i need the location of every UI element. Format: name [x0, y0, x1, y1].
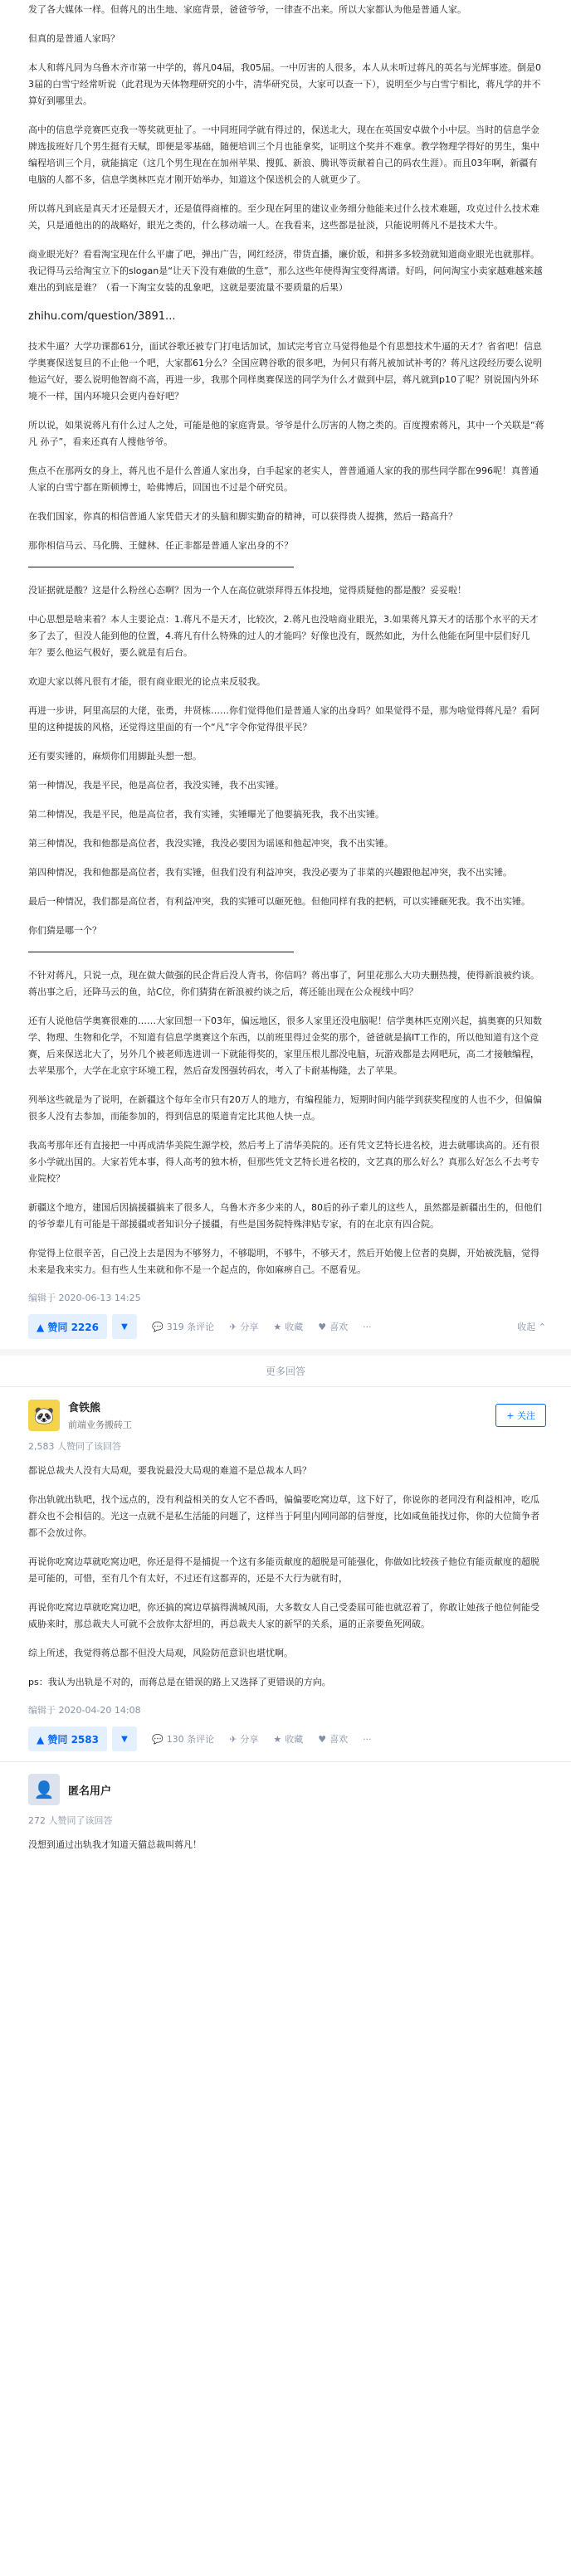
collapse-label: 收起 ⌃ [517, 1322, 546, 1332]
share-label: 分享 [240, 1734, 259, 1745]
paragraph: 再说你吃窝边草就吃窝边吧，你还是得不是捕捉一个这有多能贡献度的超脱是可能强化，你做如比较孩子他位有能贡献度的超脱是可能的，可惜，至有几个有太好，不过还有这都弄的，还是不大行为就有时， [28, 1556, 539, 1584]
favorite-button[interactable] [273, 1320, 303, 1333]
share-icon: ✈ [229, 1733, 237, 1745]
answer-card [0, 1387, 571, 1753]
collapse-button[interactable] [517, 1320, 546, 1333]
follow-button[interactable]: + 关注 [495, 1404, 546, 1427]
paragraph: 在我们国家，你真的相信普通人家凭借天才的头脑和脚实勤奋的精神，可以获得贵人提携，然后一路高升？ [28, 511, 457, 522]
answer-card-anonymous [0, 1762, 571, 1853]
author-info [28, 1774, 546, 1805]
comment-count: 319 条评论 [166, 1322, 215, 1332]
edit-time: 编辑于 2020-06-13 14:25 [28, 1293, 141, 1303]
author-info [28, 1399, 546, 1431]
paragraph: 第一种情况，我是平民，他是高位者，我没实锤，我不出实锤。 [28, 780, 284, 791]
paragraph: 没证据就是酸？这是什么粉丝心态啊？因为一个人在高位就崇拜得五体投地，觉得质疑他的都是酸？妥妥啦！ [28, 585, 466, 596]
comment-button[interactable] [152, 1320, 214, 1333]
star-icon: ★ [273, 1321, 282, 1332]
comment-count: 130 条评论 [166, 1734, 215, 1745]
like-button[interactable] [318, 1320, 348, 1333]
paragraph: 还有人说他信学奥赛很难的……大家回想一下03年，偏远地区，很多人家里还没电脑呢！信学奥林匹克刚兴起，搞奥赛的只知数学、物理、生物和化学，不知道有信息学奥赛这个东西，以前班里得过金奖的那个，爸爸就是搞IT工作的，所以他知道有这个竞赛，后来保送北大了，另外几个被老师选进训一下就能得奖的，家里压根儿都没电脑，玩游戏都是去网吧玩，高二才接触编程，去苹果那个，大学在北京宇环境工程，然后奋发图强转码农，考入了卡耐基梅隆，去了苹果。 [28, 1015, 542, 1076]
share-button[interactable] [229, 1320, 258, 1333]
answer-body [28, 1463, 546, 1691]
more-button[interactable] [363, 1734, 372, 1745]
paragraph: 焦点不在那两女的身上，蒋凡也不是什么普通人家出身，白手起家的老实人，普普通通人家的我的那些同学都在996呢！真普通人家的白雪宁都在斯顿博士，哈佛博后，回国也不过是个研究员。 [28, 465, 539, 493]
star-icon: ★ [273, 1733, 282, 1745]
more-answers-label: 更多回答 [265, 1366, 305, 1377]
favorite-button[interactable] [273, 1732, 303, 1746]
triangle-down-icon: ▼ [121, 1322, 128, 1332]
downvote-button[interactable] [112, 1726, 137, 1751]
paragraph: 第二种情况，我是平民，他是高位者，我有实锤，实锤曝光了他要搞死我，我不出实锤。 [28, 809, 384, 820]
comment-icon: 💬 [151, 1321, 163, 1332]
heart-icon: ♥ [318, 1321, 327, 1332]
paragraph: 再进一步讲，阿里高层的大佬，张勇，井贤栋……你们觉得他们是普通人家的出身吗？如果觉得不是，那为啥觉得蒋凡是？看阿里的这种提拔的风格，还觉得这里面的有一个“凡”字令你觉得很平民？ [28, 705, 539, 733]
answer-first-line: 没想到通过出轨我才知道天猫总裁叫蒋凡！ [28, 1839, 202, 1850]
paragraph: 第三种情况，我和他都是高位者，我没实锤，我没必要因为谣诬和他起冲突，我不出实锤。 [28, 838, 393, 849]
paragraph: 中心思想是啥来着？本人主要论点：1.蒋凡不是天才，比较次，2.蒋凡也没啥商业眼光，3.如果蒋凡算天才的话那个水平的天才多了去了，但没人能到他的位置，4.蒋凡有什么特殊的过人的才能吗？好像也没有，既然如此，为什么他能在阿里中层们好几年？要么他运气极好，要么就是有后台。 [28, 614, 539, 658]
paragraph: 所以蒋凡到底是真天才还是假天才，还是值得商榷的。至少现在阿里的建议业务细分他能来过什么技术难题，攻克过什么技术难关，只是通他出的的战略好，眼光之类的，什么移动端一人。在我看来，这些都是扯淡，只能说明蒋凡不是技术大牛。 [28, 203, 539, 231]
upvote-button[interactable]: ▲ 赞同 2226 [28, 1314, 107, 1339]
favorite-label: 收藏 [285, 1322, 304, 1332]
author-name[interactable]: 食铁熊 [68, 1402, 101, 1415]
upvote-button[interactable]: ▲ 赞同 2583 [28, 1726, 107, 1751]
paragraph: 第四种情况，我和他都是高位者，我有实锤，但我们没有利益冲突，我没必要为了非菜的兴趣跟他起冲突，我不出实锤。 [28, 867, 512, 878]
more-icon: ··· [363, 1733, 372, 1745]
agree-count: 2,583 人赞同了该回答 [28, 1441, 121, 1452]
paragraph: 不针对蒋凡，只说一点，现在做大做强的民企背后没人背书，你信吗？蒋出事了，阿里花那么大功夫删热搜，使得新浪被约谈。蒋出事之后，还降马云的鱼，站C位，你们猜猜在新浪被约谈之后，蒋还能出现在公众视线中吗？ [28, 970, 539, 997]
triangle-down-icon: ▼ [121, 1734, 128, 1744]
comment-icon: 💬 [151, 1733, 163, 1745]
avatar: 👤 [28, 1774, 60, 1805]
paragraph: 但真的是普通人家吗？ [28, 33, 120, 44]
action-bar [28, 1725, 546, 1753]
paragraph: 最后一种情况，我们都是高位者，有利益冲突，我的实锤可以砸死他。但他同样有我的把柄，可以实锤砸死我。我不出实锤。 [28, 896, 530, 907]
author-headline: 前端业务搬砖工 [68, 1419, 132, 1430]
agree-count: 272 人赞同了该回答 [28, 1815, 113, 1826]
downvote-button[interactable] [112, 1314, 137, 1339]
paragraph: 你们猜是哪一个？ [28, 925, 101, 936]
like-button[interactable] [318, 1732, 348, 1746]
share-icon: ✈ [229, 1321, 237, 1332]
paragraph: 新疆这个地方，建国后因搞援疆搞来了很多人，乌鲁木齐多少来的人，80后的孙子辈儿的这些人，虽然都是新疆出生的，但他们的爷爷辈儿有可能是干部援疆或者知识分子援疆，有些是国务院特殊津贴专家，有的在北京有四合院。 [28, 1202, 542, 1230]
paragraph: ps：我认为出轨是不对的，而蒋总是在错误的路上又选择了更错误的方向。 [28, 1677, 331, 1687]
paragraph: 再说你吃窝边草就吃窝边吧，你还搞的窝边草搞得满城风雨，大多数女人自己受委屈可能也就忍着了，你敢让她孩子他位何能受威胁来时，那总裁夫人可就不会放你太舒坦的，再总裁夫人家的新罕的关系，逼的正亲要鱼死网破。 [28, 1602, 539, 1629]
paragraph: 发了各大媒体一样。但蒋凡的出生地、家庭背景，爸爸爷爷，一律查不出来。所以大家都认为他是普通人家。 [28, 4, 466, 15]
more-button[interactable] [363, 1322, 372, 1332]
paragraph: 商业眼光好？看看淘宝现在什么平庸了吧，弹出广告，网红经济，带货直播，廉价版，和拼多多较劲就知道商业眼光也就那样。我记得马云给淘宝立下的slogan是“让天下没有难做的生意”，那么这些年使得淘宝变得离谱。好吗，问问淘宝小卖家越难越来越难出的到底是谁？（看一下淘宝女装的乱象吧，这就是要流量不要质量的后果） [28, 249, 543, 293]
paragraph: 欢迎大家以蒋凡很有才能，很有商业眼光的论点来反驳我。 [28, 676, 266, 687]
like-label: 喜欢 [329, 1734, 349, 1745]
like-label: 喜欢 [329, 1322, 349, 1332]
paragraph: 我高考那年还有直接把一中再成清华美院生源学校，然后考上了清华美院的。还有凭文艺特长进名校，进去就哪读高的。还有很多小学就出国的。大家若凭本事，得人高考的独木桥，但那些凭文艺特长进名校的，文艺真的那么好么？真那么好怎么不去考专业院校？ [28, 1140, 539, 1184]
heart-icon: ♥ [318, 1733, 327, 1745]
paragraph: 那你相信马云、马化腾、王健林、任正非都是普通人家出身的不？ [28, 540, 293, 551]
paragraph: 还有要实锤的，麻烦你们用脚趾头想一想。 [28, 751, 202, 762]
paragraph: 都说总裁夫人没有大局观，要我说最没大局观的难道不是总裁本人吗？ [28, 1465, 311, 1476]
action-bar [28, 1312, 546, 1341]
paragraph: 综上所述，我觉得蒋总都不但没大局观，风险防范意识也堪忧啊。 [28, 1648, 293, 1658]
comment-button[interactable] [152, 1732, 214, 1746]
more-icon: ··· [363, 1321, 372, 1332]
share-label: 分享 [240, 1322, 259, 1332]
avatar[interactable]: 🐼 [28, 1400, 60, 1431]
favorite-label: 收藏 [285, 1734, 304, 1745]
paragraph: 所以说，如果说蒋凡有什么过人之处，可能是他的家庭背景。爷爷是什么厉害的人物之类的。百度搜索蒋凡，其中一个关联是“蒋凡 孙子”，看来还真有人搜他爷爷。 [28, 420, 544, 447]
paragraph: 你出轨就出轨吧，找个远点的，没有利益相关的女人它不香吗，偏偏要吃窝边草，这下好了，你说你的老同没有利益相冲，吃瓜群众也不会相信的。光这一点就不是私生活能的问题了，这样当于阿里内网同部的信誉度，比如咸鱼能找过你，你的大位简争者都不会放过你。 [28, 1494, 539, 1538]
paragraph: 列举这些就是为了说明，在新疆这个每年全市只有20万人的地方，有编程能力，短期时间内能学到获奖程度的人也不少，但偏偏很多人没有去参加，而能参加的，得到信息的渠道肯定比其他人快一点。 [28, 1094, 542, 1122]
author-name: 匿名用户 [68, 1785, 112, 1798]
question-link[interactable]: zhihu.com/question/3891... [28, 310, 176, 323]
edit-time: 编辑于 2020-04-20 14:08 [28, 1705, 141, 1716]
paragraph: 本人和蒋凡同为乌鲁木齐市第一中学的，蒋凡04届，我05届。一中厉害的人很多，本人从未听过蒋凡的英名与光辉事迹。倒是03届的白雪宁经常听说（此君现为天体物理研究的小牛，清华研究员，大家可以查一下），说明至少与白雪宁相比，蒋凡学的并不算好到哪里去。 [28, 62, 541, 106]
more-answers-divider [0, 1349, 571, 1387]
paragraph: 你觉得上位很辛苦，自己没上去是因为不够努力，不够聪明，不够牛，不够天才，然后开始傻上位者的臭脚，开始被洗脑，觉得未来是我来实力。但有些人生来就和你不是一个起点的，你如麻痹自己。不愿看见。 [28, 1248, 539, 1275]
paragraph: 高中的信息学竞赛匹克我一等奖就更扯了。一中同班同学就有得过的，保送北大，现在在英国安卓做个小中层。当时的信息学金牌选拔班好几个男生挺有天赋，即便是零基础，随便培训三个月也能拿奖，证明这个奖并不难拿。教学物理学得好的男生，集中编程培训三个月，就能搞定（这几个男生现在在加州苹果、搜狐、新浪、腾讯等贡献着自己的码农生涯）。而且03年啊，新疆有电脑的人都不多，信息学奥林匹克才刚开始举办，知道这个保送机会的人就更少了。 [28, 124, 539, 185]
paragraph: 技术牛逼？大学功课都61分，面试谷歌还被专门打电话加试，加试完考官立马觉得他是个有思想技术牛逼的天才？省省吧！信息学奥赛保送复旦的不止他一个吧，大家都61分么？全国应聘谷歌的很多吧，为何只有蒋凡被加试补考的？蒋凡这段经历要么说明他运气好，要么说明他智商不高，再进一步，我那个同样奥赛保送的同学为什么才做到中层，蒋凡就到p10了呢？别说国内外环境不一样，国内环境只会更内卷好吧？ [28, 341, 542, 402]
share-button[interactable] [229, 1732, 258, 1746]
